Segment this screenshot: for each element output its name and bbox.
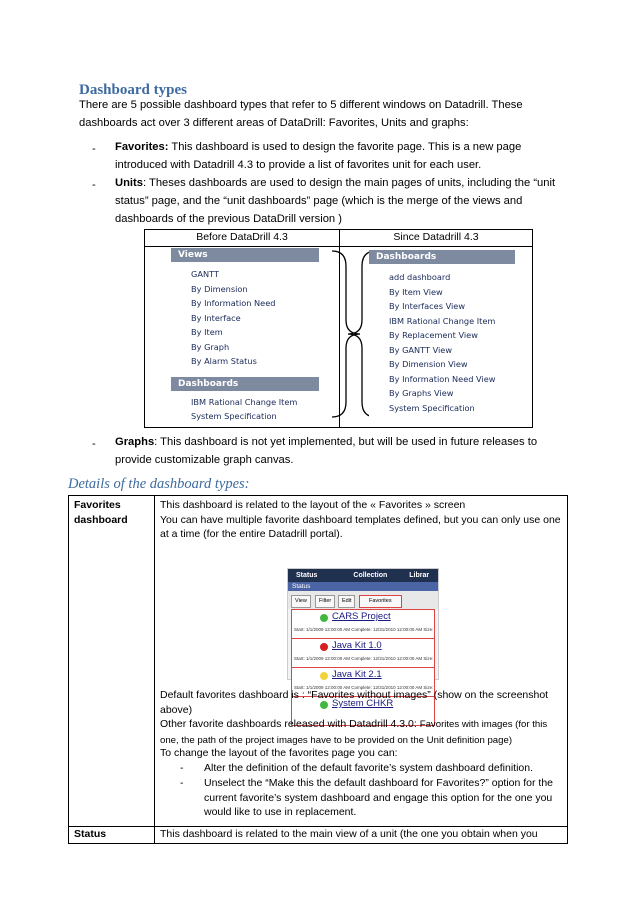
column-divider <box>154 496 155 843</box>
top-tab: Librar <box>409 572 430 579</box>
menu-item: By Item View <box>389 286 443 297</box>
fav-other <box>160 717 562 748</box>
page-heading: Dashboard types <box>79 82 187 98</box>
screenshot-topbar <box>288 569 438 582</box>
project-row <box>291 639 435 668</box>
project-name: Java Kit 1.0 <box>332 640 382 651</box>
project-name: Java Kit 2.1 <box>332 669 382 680</box>
favorites-screenshot <box>287 568 439 709</box>
fav-line2: You can have multiple favorite dashboard templates defined, but you can only use one at a time (for the entire Datadrill portal). <box>160 513 561 541</box>
views-section-title: Views <box>171 248 319 262</box>
favorites-tab: Favorites <box>359 595 402 608</box>
bullet-units <box>115 174 565 228</box>
menu-item: By Interfaces View <box>389 301 466 311</box>
since-menu <box>369 250 515 420</box>
dashboards-section-title: Dashboards <box>171 377 319 391</box>
bullet-term: Favorites: <box>115 141 169 153</box>
comparison-table <box>144 229 533 428</box>
menu-item: IBM Rational Change Item <box>389 315 496 326</box>
menu-item: By Graph <box>191 341 230 352</box>
before-menu <box>171 248 319 424</box>
menu-item: By Information Need View <box>389 373 496 384</box>
bullet-text: This dashboard is used to design the favorite page. This is a new page introduced with Datadrill 4.3 to provide a list of favorites unit for each user. <box>115 141 522 171</box>
edit-tab: Edit <box>338 595 355 608</box>
intro-paragraph: There are 5 possible dashboard types that refer to 5 different windows on Datadrill. These dashboards act over 3 different areas of DataDrill: Favorites, Units and graphs: <box>79 99 523 129</box>
menu-item: System Specification <box>389 402 475 413</box>
top-tab: Collection <box>353 572 388 579</box>
menu-item: IBM Rational Change Item <box>191 396 298 407</box>
details-heading: Details of the dashboard types: <box>68 476 250 492</box>
fav-other-a: Other favorite dashboards released with Datadrill 4.3.0: <box>160 718 420 730</box>
project-name: CARS Project <box>332 611 391 622</box>
bullet-dash: - <box>92 179 96 191</box>
bullet-dash: - <box>92 143 96 155</box>
fav-sub-1: Alter the definition of the default favorite’s system dashboard definition. <box>204 762 534 774</box>
menu-item: By Information Need <box>191 298 276 308</box>
status-bar: Status <box>288 582 438 591</box>
project-row <box>291 610 435 639</box>
bullet-term: Graphs <box>115 436 155 448</box>
fav-sub-2: Unselect the “Make this the default dashboard for Favorites?” option for the current favorite’s system dashboard and engage this option for the one you would like to use in replacement. <box>204 777 554 819</box>
menu-item: System Specification <box>191 411 277 421</box>
view-tab: View <box>291 595 311 608</box>
menu-item: By Dimension View <box>389 359 468 369</box>
dashboards-section-title: Dashboards <box>369 250 515 264</box>
before-header: Before DataDrill 4.3 <box>196 231 288 243</box>
menu-item: By Interface <box>191 312 241 323</box>
project-dates: Start: 1/1/2009 12:00:00 AM Complete: 12/31/2010 12:00:00 AM Size: <box>294 685 434 690</box>
filter-tab: Filter <box>315 595 335 608</box>
screenshot-toolbar <box>288 591 438 609</box>
menu-item: By Alarm Status <box>191 356 257 366</box>
bullet-dash: - <box>92 438 96 450</box>
status-dot-icon <box>320 643 328 651</box>
bullet-graphs <box>115 433 565 469</box>
fav-other-b: Favorites with images (for this one, the path of the project images have to be provided on the Unit definition page) <box>160 719 548 746</box>
project-dates: Start: 1/1/2009 12:00:00 AM Complete: 12/31/2010 12:00:00 AM Size: <box>294 656 434 661</box>
bullet-term: Units <box>115 177 143 189</box>
menu-item: By Graphs View <box>389 388 454 398</box>
top-tab: Status <box>296 572 318 579</box>
bullet-favorites <box>115 138 565 174</box>
fav-default: Default favorites dashboard is : “Favorites without images” (show on the screenshot above) <box>160 689 549 716</box>
menu-item: By Dimension <box>191 283 248 294</box>
details-table <box>68 495 568 844</box>
menu-item: add dashboard <box>389 272 451 282</box>
menu-item: GANTT <box>191 269 219 279</box>
bullet-text: : This dashboard is not yet implemented, but will be used in future releases to provide customizable graph canvas. <box>115 436 538 466</box>
fav-line1: This dashboard is related to the layout of the « Favorites » screen <box>160 499 466 511</box>
since-header: Since Datadrill 4.3 <box>393 231 479 243</box>
status-dot-icon <box>320 614 328 622</box>
menu-item: By Replacement View <box>389 330 478 340</box>
project-dates: Start: 1/1/2009 12:00:00 AM Complete: 12/31/2010 12:00:00 AM Size: <box>294 627 434 632</box>
menu-item: By GANTT View <box>389 344 453 355</box>
status-dot-icon <box>320 672 328 680</box>
status-label: Status <box>74 828 107 840</box>
status-text: This dashboard is related to the main view of a unit (the one you obtain when you <box>160 828 538 840</box>
fav-change: To change the layout of the favorites page you can: <box>160 747 398 759</box>
project-name: System CHKR <box>332 698 394 709</box>
bullet-text: : Theses dashboards are used to design the main pages of units, including the “unit status” page, and the “unit dashboards” page (which is the merge of the views and dashboards of the previous DataDrill version ) <box>115 177 556 225</box>
sub-dash: - <box>180 777 184 789</box>
favorites-label: Favorites dashboard <box>74 499 128 526</box>
menu-item: By Item <box>191 327 223 337</box>
sub-dash: - <box>180 762 184 774</box>
